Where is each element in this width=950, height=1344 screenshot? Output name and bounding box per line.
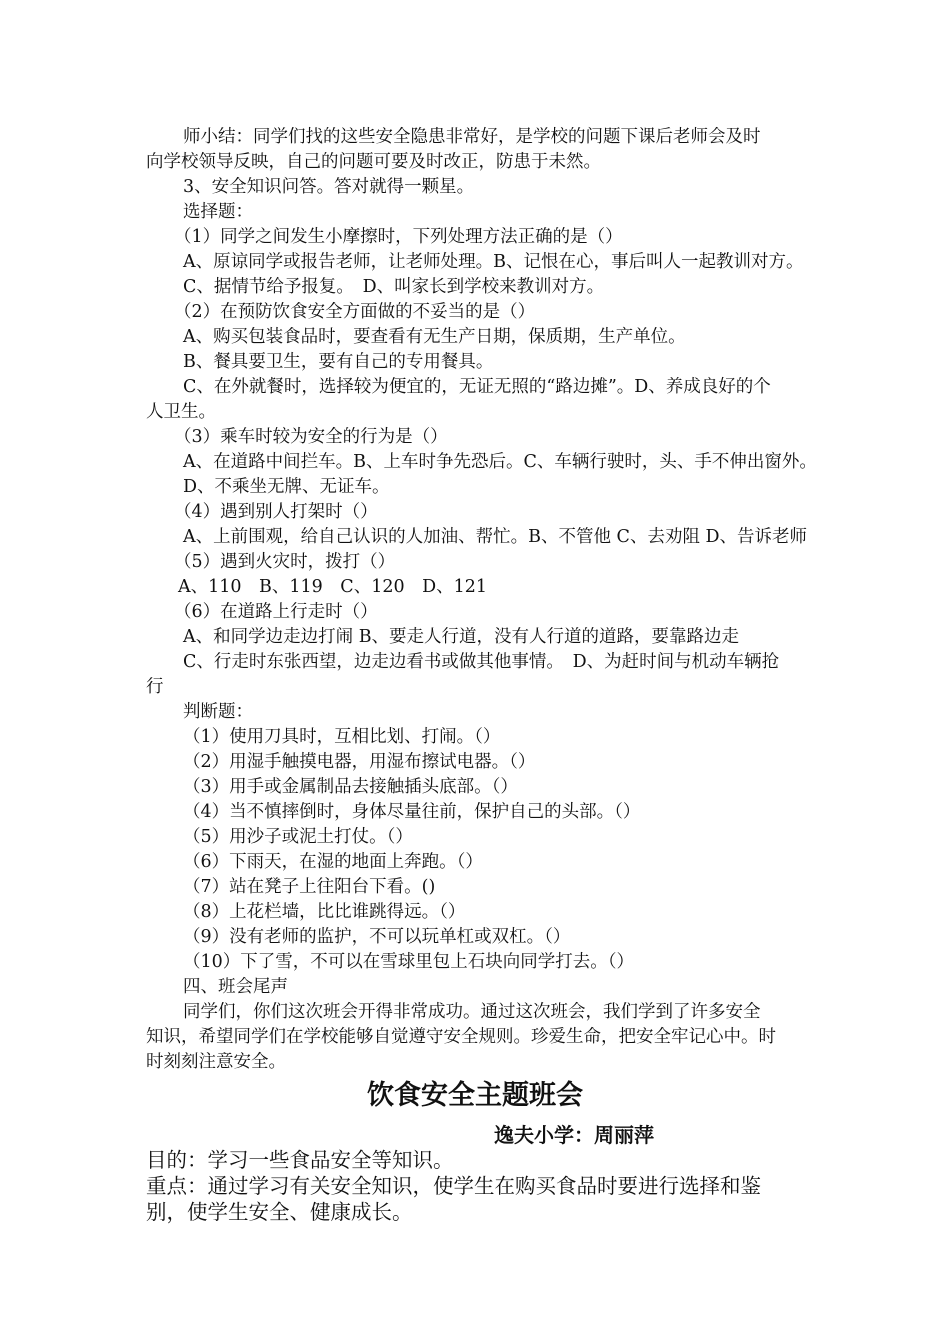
focus-line: 别，使学生安全、健康成长。	[146, 1200, 413, 1224]
true-false-item: （2）用湿手触摸电器，用湿布擦试电器。（）	[183, 752, 536, 772]
answer-options: B、餐具要卫生，要有自己的专用餐具。	[183, 352, 494, 372]
answer-options: C、据情节给予报复。 D、叫家长到学校来教训对方。	[183, 277, 605, 297]
answer-options: A、上前围观，给自己认识的人加油、帮忙。B、不管他 C、去劝阻 D、告诉老师	[183, 527, 808, 547]
paragraph-line: 时刻刻注意安全。	[146, 1052, 286, 1072]
purpose-line: 目的：学习一些食品安全等知识。	[146, 1148, 454, 1172]
answer-options: A、购买包装食品时，要查看有无生产日期，保质期，生产单位。	[183, 327, 686, 347]
true-false-item: （10）下了雪，不可以在雪球里包上石块向同学打去。（）	[183, 952, 635, 972]
answer-options: C、行走时东张西望，边走边看书或做其他事情。 D、为赶时间与机动车辆抢	[183, 652, 780, 672]
paragraph-line: 同学们，你们这次班会开得非常成功。通过这次班会，我们学到了许多安全	[183, 1002, 761, 1022]
true-false-item: （8）上花栏墙，比比谁跳得远。（）	[183, 902, 466, 922]
true-false-item: （3）用手或金属制品去接触插头底部。（）	[183, 777, 518, 797]
question: （6）在道路上行走时（）	[174, 602, 378, 622]
paragraph-line: 3、安全知识问答。答对就得一颗星。	[183, 177, 475, 197]
true-false-item: （5）用沙子或泥土打仗。（）	[183, 827, 413, 847]
answer-options: A、110 B、119 C、120 D、121	[178, 577, 488, 597]
question: （2）在预防饮食安全方面做的不妥当的是（）	[174, 302, 536, 322]
paragraph-line: 向学校领导反映，自己的问题可要及时改正，防患于未然。	[146, 152, 601, 172]
answer-options: A、和同学边走边打闹 B、要走人行道，没有人行道的道路，要靠路边走	[183, 627, 740, 647]
section-label: 选择题：	[183, 202, 253, 222]
answer-options: A、原谅同学或报告老师，让老师处理。B、记恨在心，事后叫人一起教训对方。	[183, 252, 804, 272]
focus-line: 重点：通过学习有关安全知识，使学生在购买食品时要进行选择和鉴	[146, 1174, 761, 1198]
question: （5）遇到火灾时，拨打（）	[174, 552, 396, 572]
true-false-item: （9）没有老师的监护，不可以玩单杠或双杠。（）	[183, 927, 571, 947]
document-title: 饮食安全主题班会	[367, 1080, 583, 1111]
true-false-item: （4）当不慎摔倒时，身体尽量往前，保护自己的头部。（）	[183, 802, 641, 822]
section-heading: 四、班会尾声	[183, 977, 288, 997]
answer-options: C、在外就餐时，选择较为便宜的，无证无照的“路边摊”。D、养成良好的个	[183, 377, 771, 397]
question: （4）遇到别人打架时（）	[174, 502, 378, 522]
answer-options: D、不乘坐无牌、无证车。	[183, 477, 390, 497]
true-false-item: （6）下雨天，在湿的地面上奔跑。（）	[183, 852, 483, 872]
paragraph-line: 师小结：同学们找的这些安全隐患非常好，是学校的问题下课后老师会及时	[183, 127, 761, 147]
true-false-item: （1）使用刀具时，互相比划、打闹。（）	[183, 727, 501, 747]
question: （3）乘车时较为安全的行为是（）	[174, 427, 448, 447]
paragraph-line: 知识，希望同学们在学校能够自觉遵守安全规则。珍爱生命，把安全牢记心中。时	[146, 1027, 776, 1047]
answer-options: 人卫生。	[146, 402, 216, 422]
question: （1）同学之间发生小摩擦时，下列处理方法正确的是（）	[174, 227, 623, 247]
section-label: 判断题：	[183, 702, 253, 722]
author-line: 逸夫小学：周丽萍	[494, 1123, 654, 1147]
answer-options: 行	[146, 677, 164, 697]
true-false-item: （7）站在凳子上往阳台下看。()	[183, 877, 436, 897]
answer-options: A、在道路中间拦车。B、上车时争先恐后。C、车辆行驶时，头、手不伸出窗外。	[183, 452, 817, 472]
